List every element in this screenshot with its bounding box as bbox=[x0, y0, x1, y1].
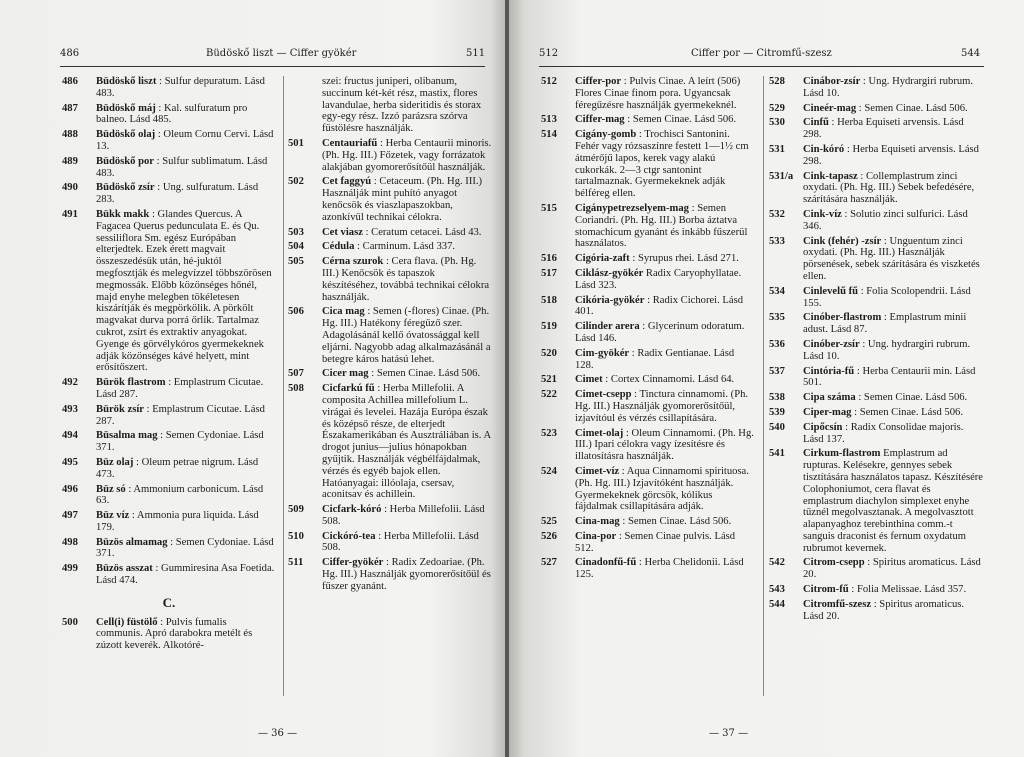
entry-definition: : Solutio zinci sulfurici. Lásd 346. bbox=[803, 208, 968, 232]
entry-headword: Cédula bbox=[322, 241, 355, 253]
entry-headword: Büdöskő zsír bbox=[96, 182, 155, 194]
entry-definition: : Ammonia pura liquida. Lásd 179. bbox=[96, 510, 259, 533]
entry-number: 500 bbox=[62, 616, 78, 628]
entry-definition: : Ung. Hydrargiri rubrum. Lásd 10. bbox=[803, 76, 974, 99]
dictionary-entry bbox=[769, 599, 983, 623]
dictionary-entry bbox=[541, 76, 755, 111]
right-page-header bbox=[509, 48, 1024, 64]
entry-number: 534 bbox=[769, 285, 785, 297]
entry-number: 501 bbox=[288, 137, 304, 149]
entry-definition: : Cetaceum. (Ph. Hg. III.) Használják mint puhító anyagot kenőcsök és viaszlapaszokban, azonkívül technikai célokra. bbox=[322, 176, 483, 223]
entry-number: 497 bbox=[62, 510, 78, 522]
entry-number: 489 bbox=[62, 155, 78, 167]
entry-definition: : Aqua Cinnamomi spirituosa. (Ph. Hg. III.) Izjavítóként használják. Gyermekeknek görcsök, kólikus fájdalmak csillapítására adják. bbox=[575, 465, 749, 513]
entry-number: 539 bbox=[769, 406, 785, 418]
entry-number: 516 bbox=[541, 253, 557, 265]
entry-number: 526 bbox=[541, 530, 557, 542]
entry-definition: : Semen (-flores) Cinae. (Ph. Hg. III.) Hatékony féregűző szer. Adagolásánál kellő óvatossággal kell eljárni. Nagyobb adag alkalmazásánál a betegre káros hatású lehet. bbox=[322, 306, 491, 365]
dictionary-entry bbox=[541, 557, 755, 581]
entry-headword: Cica mag bbox=[322, 306, 365, 318]
entry-headword: Bükk makk bbox=[96, 208, 150, 220]
entry-definition: : Herba Millefolii. Lásd 508. bbox=[322, 530, 479, 554]
entry-headword: Citrom-csepp bbox=[803, 557, 865, 569]
entry-definition: : Ung. sulfuratum. Lásd 283. bbox=[96, 182, 259, 206]
dictionary-entry bbox=[541, 389, 755, 424]
left-page-header bbox=[0, 48, 506, 64]
dictionary-entry bbox=[62, 563, 276, 587]
entry-headword: Bürök zsír bbox=[96, 403, 144, 415]
entry-number: 507 bbox=[288, 368, 304, 380]
entry-headword: Cérna szurok bbox=[322, 256, 384, 268]
dictionary-entry bbox=[769, 557, 983, 581]
dictionary-entry bbox=[541, 516, 755, 528]
dictionary-entry bbox=[288, 138, 492, 173]
entry-headword: Cirkum-flastrom bbox=[803, 448, 881, 460]
entry-headword: Cimet-csepp bbox=[575, 389, 632, 401]
entry-headword: Cinadonfű-fű bbox=[575, 557, 637, 569]
dictionary-entry bbox=[769, 171, 983, 206]
entry-definition: : Kal. sulfuratum pro balneo. Lásd 485. bbox=[96, 102, 248, 126]
entry-range-number: 511 bbox=[466, 48, 486, 59]
entry-headword: Ciffer-gyökér bbox=[322, 557, 384, 569]
entry-definition: : Glandes Quercus. A Fagacea Querus pedunculata E. és Qu. sessiliflora Sm. egész Európában elterjedtek. Ezek érett magvait összeszedésük után, hé-juktól megfosztják és melegvízzel többszörösen megmossák. Előbb közönséges hőnél, majd enyhe melegben tökéletesen kiszárítják és megpörkölik. A pörkölt magvakat durva porrá őrlik. Tartalmaz cukrot, zsírt és extraktiv anyagokat. Gyenge és görvélykóros gyermekeknek adják közönséges kávé helyett, mint erősítőszert. bbox=[96, 208, 272, 374]
entry-number: 503 bbox=[288, 226, 304, 238]
entry-number: 505 bbox=[288, 256, 304, 268]
entry-definition: : Herba Equiseti arvensis. Lásd 298. bbox=[803, 117, 964, 141]
entry-number: 512 bbox=[541, 76, 557, 87]
entry-headword: Büdöskő por bbox=[96, 155, 154, 167]
entry-definition: : Trochisci Santonini. Fehér vagy rózsaszínre festett 1—1½ cm átmérőjű lapos, kerek vagy alakú cukorkák. 2—3 ctgr santonint tartalmaznak. Gyermekeknek adják bélféreg ellen. bbox=[575, 129, 749, 200]
dictionary-entry bbox=[288, 241, 492, 253]
entry-number: 495 bbox=[62, 456, 78, 468]
entry-number: 528 bbox=[769, 76, 785, 87]
entry-definition: : Herba Millefolii. A composita Achillea millefolium L. virágai és levelei. Hazája Európa észak és középső része, de elterjedt Északamerikában és Ausztráliában is. A drogot junius—julius hónapokban gyűjtik. Használják végbélfájdalmak, vérzés és egyéb bajok ellen. Hatóanyagai: illóolaja, csersav, aconitsav és achillein. bbox=[322, 383, 491, 501]
left-page bbox=[0, 0, 506, 757]
dictionary-entry bbox=[541, 531, 755, 555]
entry-definition: : Herba Equiseti arvensis. Lásd 298. bbox=[803, 143, 979, 167]
entry-definition: : Oleum Cinnamomi. (Ph. Hg. III.) Ipari célokra vagy ízesítésre és illatosításra használják. bbox=[575, 427, 754, 463]
dictionary-entry bbox=[62, 430, 276, 454]
entry-definition: : Emplastrum Cicutae. Lásd 287. bbox=[96, 377, 264, 400]
dictionary-entry bbox=[288, 227, 492, 239]
entry-definition: : Carminum. Lásd 337. bbox=[354, 241, 456, 253]
entry-number: 486 bbox=[62, 76, 78, 87]
entry-number: 508 bbox=[288, 383, 304, 395]
dictionary-entry bbox=[769, 117, 983, 141]
dictionary-entry bbox=[62, 156, 276, 180]
entry-number: 532 bbox=[769, 208, 785, 220]
left-column-1 bbox=[62, 76, 276, 655]
entry-number: 529 bbox=[769, 102, 785, 114]
entry-definition: : Semen Cinae. Lásd 506. bbox=[851, 406, 963, 418]
entry-headword: Cink (fehér) -zsír bbox=[803, 235, 882, 247]
entry-headword: Centauriafű bbox=[322, 137, 378, 149]
entry-headword: Cet viasz bbox=[322, 226, 363, 238]
dictionary-entry bbox=[288, 176, 492, 223]
entry-number: 498 bbox=[62, 536, 78, 548]
entry-headword: Cinfű bbox=[803, 117, 829, 129]
entry-number: 522 bbox=[541, 389, 557, 401]
entry-definition: : Radix Consolidae majoris. Lásd 137. bbox=[803, 421, 964, 445]
entry-headword: Büdöskő liszt bbox=[96, 76, 157, 87]
dictionary-entry bbox=[541, 321, 755, 345]
dictionary-entry bbox=[62, 103, 276, 127]
entry-number: 518 bbox=[541, 294, 557, 306]
entry-headword: Cilinder arera bbox=[575, 321, 640, 333]
entry-definition: : Cera flava. (Ph. Hg. III.) Kenőcsök és tapaszok készítéséhez, továbbá technikai célokra használják. bbox=[322, 256, 490, 303]
entry-definition: : Oleum petrae nigrum. Lásd 473. bbox=[96, 456, 259, 480]
dictionary-entry bbox=[62, 377, 276, 401]
right-column-2 bbox=[769, 76, 983, 625]
entry-number: 502 bbox=[288, 176, 304, 188]
continued-text: szei: fructus juniperi, olibanum, succinum két-két rész, mastix, flores lavandulae, herba sideritidis és storax egy-egy rész. Izzó parázsra szórva füstölésre használják. bbox=[322, 76, 482, 135]
entry-number: 541 bbox=[769, 448, 785, 460]
entry-definition: : Oleum Cornu Cervi. Lásd 13. bbox=[96, 129, 274, 152]
dictionary-entry bbox=[769, 312, 983, 336]
entry-number: 494 bbox=[62, 430, 78, 442]
entry-headword: Büzös almamag bbox=[96, 536, 168, 548]
entry-definition: : Semen Cydoniae. Lásd 371. bbox=[96, 430, 264, 454]
dictionary-entry bbox=[288, 504, 492, 528]
dictionary-entry bbox=[541, 203, 755, 250]
dictionary-entry bbox=[769, 422, 983, 446]
entry-headword: Büz víz bbox=[96, 510, 130, 522]
header-rule bbox=[539, 66, 984, 67]
entry-number: 533 bbox=[769, 235, 785, 247]
entry-definition: : Semen Cinae. Lásd 506. bbox=[856, 102, 968, 114]
entry-definition: : Semen Cinae. Lásd 506. bbox=[624, 114, 737, 126]
dictionary-entry bbox=[769, 366, 983, 390]
entry-headword: Citrom-fű bbox=[803, 584, 849, 596]
entry-headword: Büz só bbox=[96, 483, 126, 495]
right-column-1 bbox=[541, 76, 755, 584]
entry-definition: : Semen Coriandri. (Ph. Hg. III.) Borba áztatva stomachicum gyanánt és inkább fűszerül használatos. bbox=[575, 202, 748, 250]
dictionary-entry bbox=[288, 256, 492, 303]
dictionary-entry bbox=[769, 236, 983, 283]
entry-definition: : Spiritus aromaticus. Lásd 20. bbox=[803, 598, 965, 622]
running-title: Ciffer por — Citromfű-szesz bbox=[691, 48, 832, 59]
entry-definition: : Semen Cinae. Lásd 506. bbox=[368, 368, 481, 380]
dictionary-entry bbox=[62, 457, 276, 481]
entry-headword: Ciper-mag bbox=[803, 406, 852, 418]
entry-number: 531 bbox=[769, 143, 785, 155]
entry-number: 536 bbox=[769, 338, 785, 350]
dictionary-entry bbox=[288, 531, 492, 555]
dictionary-entry bbox=[541, 253, 755, 265]
dictionary-entry bbox=[769, 407, 983, 419]
entry-number: 499 bbox=[62, 563, 78, 575]
entry-definition: : Radix Zedoariae. (Ph. Hg. III.) Használják gyomorerősítőül és fűszer gyanánt. bbox=[322, 557, 491, 592]
running-title: Büdöskő liszt — Ciffer gyökér bbox=[206, 48, 357, 59]
entry-definition: : Semen Cinae. Lásd 506. bbox=[619, 516, 732, 528]
entry-definition: : Sulfur sublimatum. Lásd 483. bbox=[96, 155, 268, 179]
entry-number: 543 bbox=[769, 584, 785, 596]
entry-headword: Cicfarkú fű bbox=[322, 383, 375, 395]
dictionary-entry bbox=[288, 557, 492, 592]
entry-number: 491 bbox=[62, 208, 78, 220]
entry-number: 535 bbox=[769, 312, 785, 324]
dictionary-entry bbox=[288, 383, 492, 501]
entry-definition: : Folia Scolopendrii. Lásd 155. bbox=[803, 285, 971, 309]
dictionary-entry bbox=[541, 466, 755, 513]
entry-number: 531/a bbox=[769, 170, 794, 182]
entry-number: 544 bbox=[769, 598, 785, 610]
entry-headword: Cell(i) füstölő bbox=[96, 616, 158, 628]
entry-number: 525 bbox=[541, 516, 557, 528]
entry-headword: Büdöskő máj bbox=[96, 102, 156, 114]
entry-headword: Cigány-gomb bbox=[575, 129, 637, 141]
entry-number: 519 bbox=[541, 321, 557, 333]
entry-definition: : Herba Centaurii minoris. (Ph. Hg. III.) Főzetek, vagy forrázatok alakjában gyomorerősítőül használják. bbox=[322, 137, 492, 173]
entry-definition: : Radix Gentianae. Lásd 128. bbox=[575, 347, 735, 371]
dictionary-entry bbox=[288, 368, 492, 380]
entry-number: 493 bbox=[62, 403, 78, 415]
entry-definition: : Tinctura cinnamomi. (Ph. Hg. III.) Használják gyomorerősítőül, izjavítóul és vérzés csillapítására. bbox=[575, 389, 749, 424]
entry-headword: Cimet-olaj bbox=[575, 427, 624, 439]
dictionary-entry bbox=[288, 306, 492, 365]
entry-number: 517 bbox=[541, 267, 557, 279]
entry-definition: : Unguentum zinci oxydati. (Ph. Hg. III.) Használják pörsenések, sebek szárítására és viszketés ellen. bbox=[803, 235, 980, 282]
dictionary-entry bbox=[769, 103, 983, 115]
entry-headword: Büz olaj bbox=[96, 456, 134, 468]
entry-headword: Cicer mag bbox=[322, 368, 369, 380]
entry-headword: Büzös asszat bbox=[96, 563, 153, 575]
entry-number: 513 bbox=[541, 114, 557, 126]
entry-headword: Cigánypetrezselyem-mag bbox=[575, 202, 689, 214]
entry-headword: Cimet bbox=[575, 374, 603, 386]
page-number: 512 bbox=[539, 48, 559, 59]
entry-number: 509 bbox=[288, 504, 304, 516]
entry-headword: Cink-víz bbox=[803, 208, 842, 220]
dictionary-entry bbox=[541, 348, 755, 372]
entry-number: 521 bbox=[541, 374, 557, 386]
dictionary-entry bbox=[541, 268, 755, 292]
entry-definition: : Cortex Cinnamomi. Lásd 64. bbox=[602, 374, 735, 386]
entry-headword: Bürök flastrom bbox=[96, 377, 166, 389]
dictionary-entry bbox=[769, 209, 983, 233]
entry-definition: : Herba Centaurii min. Lásd 501. bbox=[803, 365, 976, 389]
dictionary-entry bbox=[769, 286, 983, 310]
entry-definition: : Sulfur depuratum. Lásd 483. bbox=[96, 76, 265, 99]
entry-number: 496 bbox=[62, 483, 78, 495]
dictionary-entry bbox=[769, 584, 983, 596]
entry-headword: Cim-gyökér bbox=[575, 347, 630, 359]
dictionary-entry bbox=[541, 428, 755, 463]
dictionary-entry bbox=[62, 129, 276, 153]
dictionary-entry bbox=[62, 484, 276, 508]
entry-headword: Cet faggyú bbox=[322, 176, 372, 188]
dictionary-entry bbox=[541, 374, 755, 386]
header-rule bbox=[60, 66, 485, 67]
dictionary-entry bbox=[541, 129, 755, 200]
entry-definition: : Glycerinum odoratum. Lásd 146. bbox=[575, 321, 745, 344]
entry-headword: Citromfű-szesz bbox=[803, 598, 872, 610]
dictionary-entry bbox=[62, 617, 276, 652]
entry-number: 487 bbox=[62, 102, 78, 114]
entry-definition: : Herba Millefolii. Lásd 508. bbox=[322, 504, 485, 527]
entry-definition: Radix Caryophyllatae. Lásd 323. bbox=[575, 267, 742, 291]
entry-headword: Ciklász-gyökér bbox=[575, 267, 644, 279]
entry-headword: Cinlevelű fű bbox=[803, 285, 859, 297]
entry-definition: : Pulvis fumalis communis. Apró darabokra metélt és zúzott keverék. Alkotóré- bbox=[96, 616, 253, 652]
entry-number: 514 bbox=[541, 129, 557, 141]
entry-range-number: 544 bbox=[961, 48, 981, 59]
entry-number: 488 bbox=[62, 129, 78, 141]
entry-number: 492 bbox=[62, 377, 78, 389]
entry-definition: : Folia Melissae. Lásd 357. bbox=[848, 584, 967, 596]
entry-headword: Cineér-mag bbox=[803, 102, 857, 114]
page-footer: — 36 — bbox=[258, 728, 298, 739]
section-letter: C. bbox=[162, 594, 176, 610]
entry-headword: Cipa száma bbox=[803, 392, 856, 404]
column-divider bbox=[763, 76, 764, 696]
page-number: 486 bbox=[60, 48, 80, 59]
entry-number: 511 bbox=[288, 557, 304, 569]
entry-definition: : Radix Cichorei. Lásd 401. bbox=[575, 294, 744, 318]
dictionary-entry bbox=[62, 537, 276, 561]
dictionary-entry bbox=[62, 209, 276, 374]
entry-number: 538 bbox=[769, 392, 785, 404]
column-divider bbox=[283, 76, 284, 696]
dictionary-entry bbox=[769, 144, 983, 168]
entry-headword: Cinóber-zsír bbox=[803, 338, 860, 350]
entry-number: 527 bbox=[541, 557, 557, 569]
dictionary-entry bbox=[769, 76, 983, 100]
entry-definition: : Emplastrum Cicutae. Lásd 287. bbox=[96, 403, 265, 427]
entry-headword: Cink-tapasz bbox=[803, 170, 858, 182]
entry-number: 515 bbox=[541, 202, 557, 214]
entry-definition: : Spiritus aromaticus. Lásd 20. bbox=[803, 557, 981, 581]
entry-headword: Cikória-gyökér bbox=[575, 294, 645, 306]
entry-number: 510 bbox=[288, 530, 304, 542]
entry-number: 523 bbox=[541, 427, 557, 439]
entry-definition: Emplastrum ad rupturas. Kelésekre, gennyes sebek tisztítására használatos tapasz. Készítésére Colophoniumot, cera flavat és emplastrum diachylon simplexet enyhe tűznél megolvasztanak. A megolvasztott alapanyaghoz terebinthina comm.-t sanguis draconist és fernum oxydatum rubrumot kevernek. bbox=[803, 448, 984, 554]
entry-headword: Ciffer-mag bbox=[575, 114, 625, 126]
entry-headword: Cin-kóró bbox=[803, 143, 845, 155]
dictionary-entry bbox=[541, 114, 755, 126]
entry-headword: Cimet-víz bbox=[575, 465, 620, 477]
entry-headword: Ciffer-por bbox=[575, 76, 622, 87]
entry-number: 506 bbox=[288, 306, 304, 318]
entry-definition: : Ung. hydrargiri rubrum. Lásd 10. bbox=[803, 338, 971, 362]
entry-number: 504 bbox=[288, 241, 304, 253]
entry-definition: : Gummiresina Asa Foetida. Lásd 474. bbox=[96, 563, 275, 587]
entry-headword: Büsalma mag bbox=[96, 430, 158, 442]
entry-definition: : Emplastrum minii adust. Lásd 87. bbox=[803, 312, 967, 336]
entry-headword: Cinábor-zsír bbox=[803, 76, 861, 87]
entry-definition: : Syrupus rhei. Lásd 271. bbox=[629, 253, 739, 265]
entry-definition: : Semen Cinae pulvis. Lásd 512. bbox=[575, 530, 736, 554]
entry-headword: Cina-por bbox=[575, 530, 617, 542]
entry-number: 540 bbox=[769, 421, 785, 433]
entry-headword: Cigória-zaft bbox=[575, 253, 630, 265]
entry-number: 537 bbox=[769, 365, 785, 377]
entry-number: 524 bbox=[541, 465, 557, 477]
dictionary-entry bbox=[62, 510, 276, 534]
dictionary-entry bbox=[541, 295, 755, 319]
entry-number: 542 bbox=[769, 557, 785, 569]
entry-headword: Cipőcsín bbox=[803, 421, 843, 433]
entry-headword: Cicfark-kóró bbox=[322, 504, 382, 516]
entry-number: 530 bbox=[769, 117, 785, 129]
page-footer: — 37 — bbox=[709, 728, 749, 739]
entry-definition: : Semen Cydoniae. Lásd 371. bbox=[96, 536, 274, 560]
entry-headword: Cina-mag bbox=[575, 516, 620, 528]
entry-headword: Büdöskő olaj bbox=[96, 129, 156, 141]
right-page bbox=[509, 0, 1024, 757]
entry-definition: : Ceratum cetacei. Lásd 43. bbox=[362, 226, 482, 238]
dictionary-entry bbox=[769, 339, 983, 363]
entry-definition: : Ammonium carbonicum. Lásd 63. bbox=[96, 483, 264, 507]
dictionary-entry bbox=[62, 182, 276, 206]
dictionary-entry bbox=[769, 392, 983, 404]
entry-number: 490 bbox=[62, 182, 78, 194]
entry-headword: Cinóber-flastrom bbox=[803, 312, 882, 324]
entry-definition: : Collemplastrum zinci oxydati. (Ph. Hg. III.) Sebek befedésére, szárítására használják. bbox=[803, 170, 975, 206]
dictionary-entry bbox=[769, 448, 983, 554]
left-column-2 bbox=[288, 76, 492, 596]
entry-definition: : Herba Chelidonii. Lásd 125. bbox=[575, 557, 744, 581]
dictionary-entry bbox=[62, 404, 276, 428]
entry-headword: Cickóró-tea bbox=[322, 530, 376, 542]
entry-number: 520 bbox=[541, 347, 557, 359]
entry-definition: : Pulvis Cinae. A leírt (506) Flores Cinae finom pora. Ugyancsak féregűzésre használják gyermekeknél. bbox=[575, 76, 741, 111]
entry-definition: : Semen Cinae. Lásd 506. bbox=[855, 392, 968, 404]
entry-headword: Cintória-fű bbox=[803, 365, 855, 377]
dictionary-entry bbox=[62, 76, 276, 100]
